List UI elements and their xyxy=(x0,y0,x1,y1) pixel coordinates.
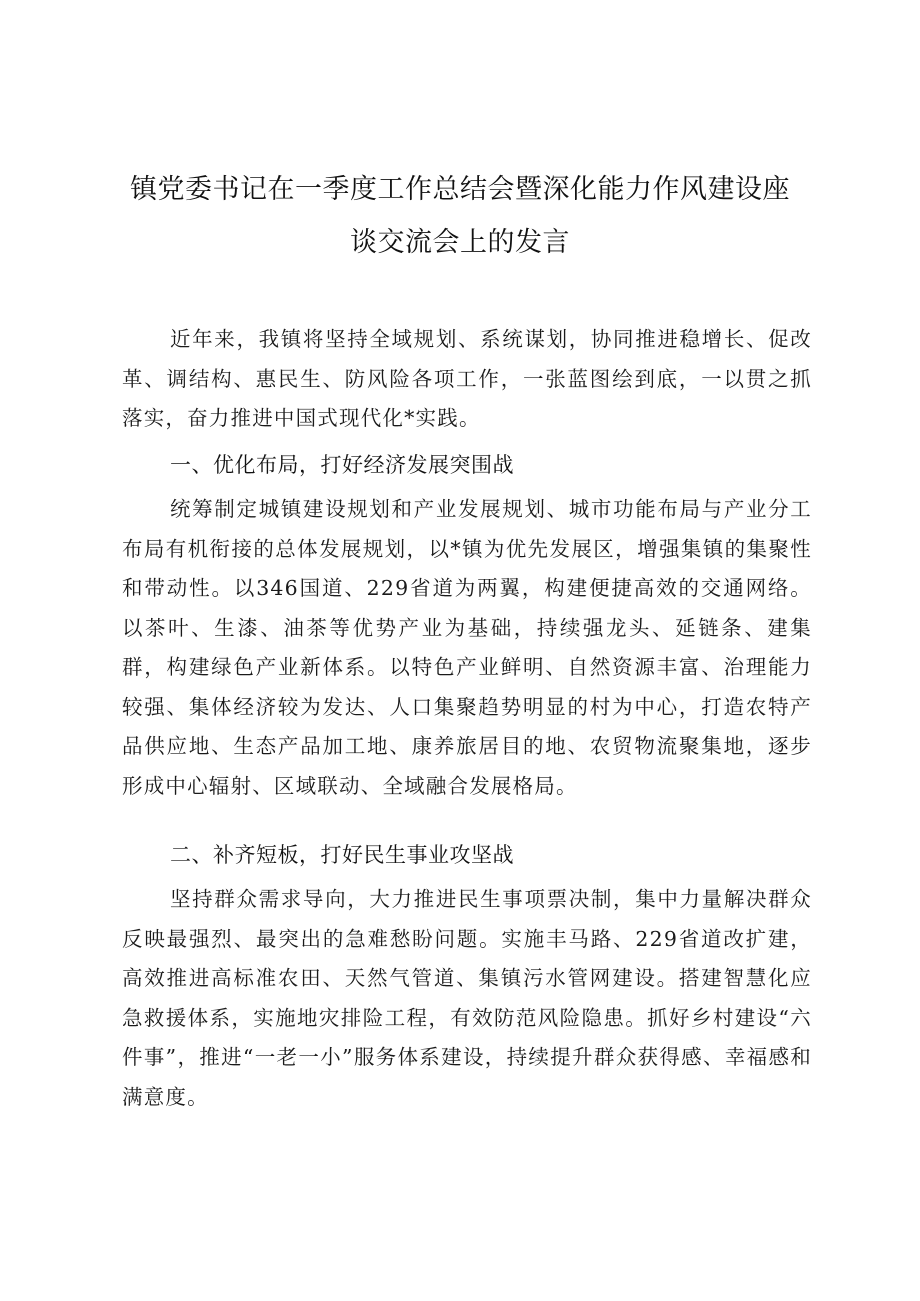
section-2-heading: 二、补齐短板，打好民生事业攻坚战 xyxy=(170,843,514,867)
intro-paragraph: 近年来，我镇将坚持全域规划、系统谋划，协同推进稳增长、促改革、调结构、惠民生、防风险各项工作，一张蓝图绘到底，一以贯之抓落实，奋力推进中国式现代化*实践。 xyxy=(122,327,812,430)
section-2-paragraph: 坚持群众需求导向，大力推进民生事项票决制，集中力量解决群众反映最强烈、最突出的急难愁盼问题。实施丰马路、229省道改扩建，高效推进高标准农田、天然气管道、集镇污水管网建设。搭建智慧化应急救援体系，实施地灾排险工程，有效防范风险隐患。抓好乡村建设“六件事”，推进“一老一小”服务体系建设，持续提升群众获得感、幸福感和满意度。 xyxy=(122,887,812,1109)
section-1-heading: 一、优化布局，打好经济发展突围战 xyxy=(170,453,514,477)
section-1-paragraph: 统筹制定城镇建设规划和产业发展规划、城市功能布局与产业分工布局有机衔接的总体发展规划，以*镇为优先发展区，增强集镇的集聚性和带动性。以346国道、229省道为两翼，构建便捷高效的交通网络。以茶叶、生漆、油茶等优势产业为基础，持续强龙头、延链条、建集群，构建绿色产业新体系。以特色产业鲜明、自然资源丰富、治理能力较强、集体经济较为发达、人口集聚趋势明显的村为中心，打造农特产品供应地、生态产品加工地、康养旅居目的地、农贸物流聚集地，逐步形成中心辐射、区域联动、全域融合发展格局。 xyxy=(122,497,812,798)
document-title-line-1: 镇党委书记在一季度工作总结会暨深化能力作风建设座 xyxy=(130,174,790,205)
document-title-line-2: 谈交流会上的发言 xyxy=(350,227,570,258)
